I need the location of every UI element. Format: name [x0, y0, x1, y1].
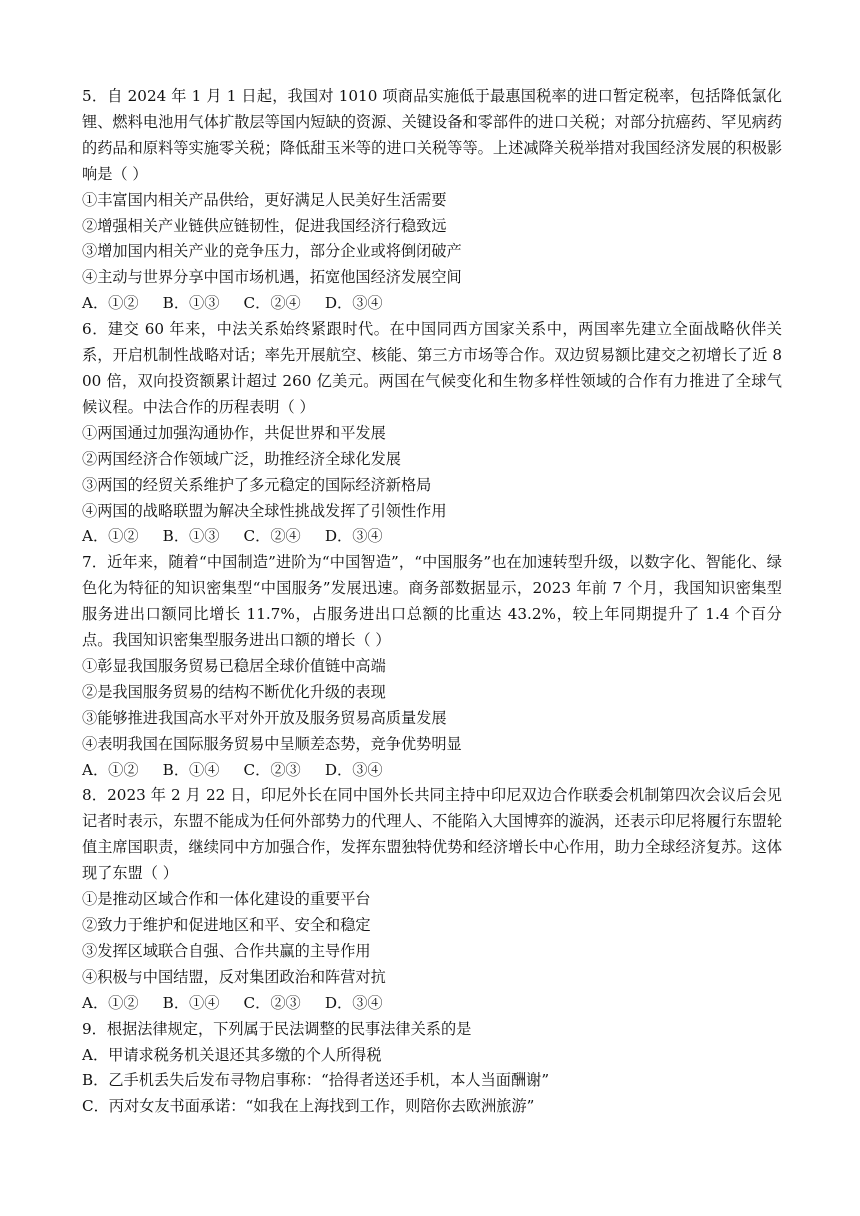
statement-3: ③发挥区域联合自强、合作共赢的主导作用	[82, 941, 371, 960]
question-8	[82, 783, 782, 1016]
option-a: A．甲请求税务机关退还其多缴的个人所得税	[82, 1045, 382, 1064]
statement-4: ④两国的战略联盟为解决全球性挑战发挥了引领性作用	[82, 501, 447, 520]
statement-2: ②致力于维护和促进地区和平、安全和稳定	[82, 916, 371, 934]
statement-3: ③增加国内相关产业的竞争压力，部分企业或将倒闭破产	[82, 242, 462, 261]
statement-3: ③能够推进我国高水平对外开放及服务贸易高质量发展	[82, 708, 447, 727]
question-stem: 5．自 2024 年 1 月 1 日起，我国对 1010 项商品实施低于最惠国税率的进口暂定税率，包括降低氯化锂、燃料电池用气体扩散层等国内短缺的资源、关键设备和零部件的进口关税；对部分抗癌药、罕见病药的药品和原料等实施零关税；降低甜玉米等的进口关税等等。上述减降关税举措对我国经济发展的积极影响是（ ）	[82, 87, 782, 183]
statement-1: ①彰显我国服务贸易已稳居全球价值链中高端	[82, 656, 386, 675]
answer-choices: A．①② B．①③ C．②④ D．③④	[82, 294, 383, 313]
statement-4: ④表明我国在国际服务贸易中呈顺差态势，竞争优势明显	[82, 734, 462, 753]
statement-1: ①丰富国内相关产品供给，更好满足人民美好生活需要	[82, 190, 447, 209]
statement-4: ④积极与中国结盟，反对集团政治和阵营对抗	[82, 967, 386, 986]
question-6	[82, 317, 782, 550]
answer-choices: A．①② B．①④ C．②③ D．③④	[82, 760, 383, 779]
statement-4: ④主动与世界分享中国市场机遇，拓宽他国经济发展空间	[82, 268, 462, 287]
option-b: B．乙手机丢失后发布寻物启事称：“拾得者送还手机，本人当面酬谢”	[82, 1071, 550, 1090]
question-stem: 9．根据法律规定，下列属于民法调整的民事法律关系的是	[82, 1019, 472, 1038]
question-7	[82, 550, 782, 783]
statement-3: ③两国的经贸关系维护了多元稳定的国际经济新格局	[82, 475, 432, 494]
answer-choices: A．①② B．①③ C．②④ D．③④	[82, 527, 383, 546]
question-5	[82, 84, 782, 317]
statement-1: ①是推动区域合作和一体化建设的重要平台	[82, 890, 371, 909]
statement-2: ②增强相关产业链供应链韧性，促进我国经济行稳致远	[82, 216, 447, 235]
statement-1: ①两国通过加强沟通协作，共促世界和平发展	[82, 423, 386, 442]
exam-page	[82, 84, 782, 1120]
question-stem: 6．建交 60 年来，中法关系始终紧跟时代。在中国同西方国家关系中，两国率先建立全面战略伙伴关系，开启机制性战略对话；率先开展航空、核能、第三方市场等合作。双边贸易额比建交之初增长了近 800 倍，双向投资额累计超过 260 亿美元。两国在气候变化和生物多样性领域的合作有力推进了全球气候议程。中法合作的历程表明（ ）	[82, 320, 782, 416]
question-stem: 7．近年来，随着“中国制造”进阶为“中国智造”，“中国服务”也在加速转型升级，以数字化、智能化、绿色化为特征的知识密集型“中国服务”发展迅速。商务部数据显示，2023 年前 7 个月，我国知识密集型服务进出口额同比增长 11.7%，占服务进出口总额的比重达 43.2%，较上年同期提升了 1.4 个百分点。我国知识密集型服务进出口额的增长（ ）	[82, 553, 782, 650]
answer-choices: A．①② B．①④ C．②③ D．③④	[82, 993, 383, 1012]
statement-2: ②是我国服务贸易的结构不断优化升级的表现	[82, 682, 386, 701]
statement-2: ②两国经济合作领域广泛，助推经济全球化发展	[82, 449, 401, 468]
question-stem: 8．2023 年 2 月 22 日，印尼外长在同中国外长共同主持中印尼双边合作联委会机制第四次会议后会见记者时表示，东盟不能成为任何外部势力的代理人、不能陷入大国博弈的漩涡，还表示印尼将履行东盟轮值主席国职责，继续同中方加强合作，发挥东盟独特优势和经济增长中心作用，助力全球经济复苏。这体现了东盟（ ）	[82, 786, 782, 883]
option-c: C．丙对女友书面承诺：“如我在上海找到工作，则陪你去欧洲旅游”	[82, 1097, 535, 1116]
question-9	[82, 1017, 782, 1121]
